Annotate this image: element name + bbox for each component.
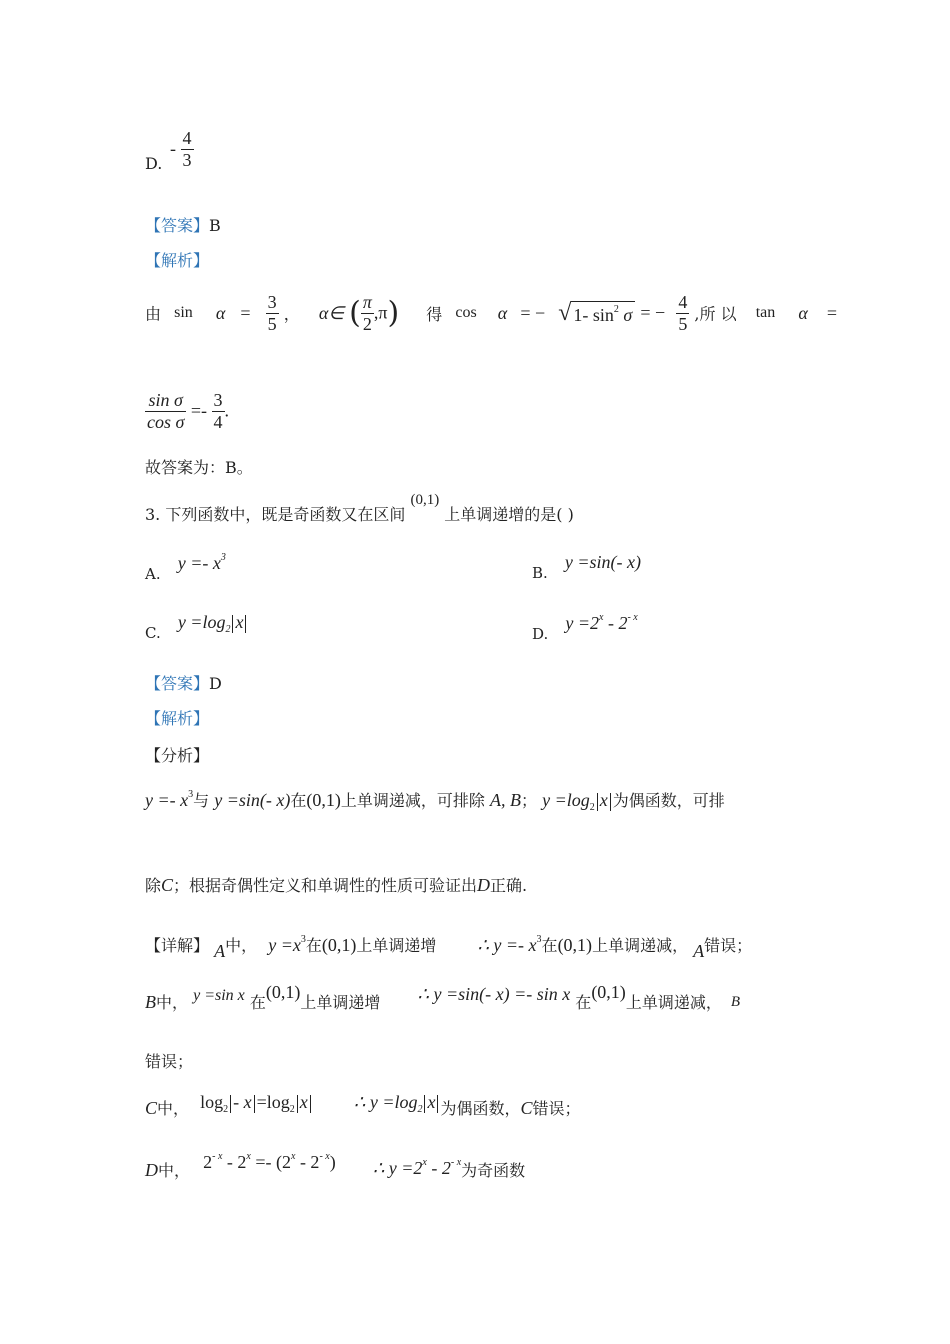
text: 中， xyxy=(225,936,258,955)
equals: = xyxy=(826,302,838,323)
arg: - x xyxy=(233,1092,252,1112)
abs-bar xyxy=(437,1095,438,1113)
fraction-3-4 xyxy=(212,390,225,432)
comma: ， xyxy=(283,304,300,324)
q3-option-c xyxy=(145,612,248,645)
answer-value: B xyxy=(209,216,221,235)
exponent: - x xyxy=(319,1151,330,1162)
q3-option-a xyxy=(145,552,226,584)
fraction-3-5 xyxy=(266,292,279,334)
fraction-4-5 xyxy=(676,292,689,334)
q3-detail-b xyxy=(145,982,741,1013)
sqrt xyxy=(558,300,635,327)
option-d: D xyxy=(145,1160,158,1180)
base: 2 xyxy=(225,624,231,635)
option-formula xyxy=(178,553,226,573)
equals-minus: = − xyxy=(640,302,666,323)
pi: ,π xyxy=(373,302,388,323)
therefore-formula xyxy=(373,1158,461,1178)
text: 与 xyxy=(193,791,210,810)
base: 2 xyxy=(203,1152,213,1172)
text: 为偶函数，可排 xyxy=(612,791,725,810)
q2-solution-line xyxy=(145,292,837,334)
abs-bar xyxy=(597,793,598,811)
abs-bar xyxy=(232,615,233,633)
text: 为奇函数 xyxy=(461,1161,526,1180)
q3-fenxi-tag: 【分析】 xyxy=(145,746,210,765)
option-label: B. xyxy=(532,564,548,582)
q2-conclusion: 故答案为：B。 xyxy=(145,458,253,477)
base: 2 xyxy=(289,1104,295,1115)
exponent: x xyxy=(246,1151,251,1162)
sigma: σ xyxy=(623,304,633,325)
q3-detail-a xyxy=(145,933,753,961)
q3-answer xyxy=(145,671,222,694)
option-c: C xyxy=(520,1098,533,1118)
base: 2 xyxy=(589,802,595,813)
numerator: 4 xyxy=(678,292,688,312)
equals: = xyxy=(240,302,251,323)
equals-minus: = − xyxy=(520,302,546,323)
option-d: D xyxy=(477,875,491,895)
answer-value: D xyxy=(209,674,222,693)
text: 上单调递增 xyxy=(300,993,381,1012)
text: 除 xyxy=(145,876,162,895)
exponent: x xyxy=(290,1151,296,1162)
option-label: C. xyxy=(145,624,161,642)
text: 在 xyxy=(249,993,266,1012)
abs-bar xyxy=(254,1095,255,1113)
minus: - 2 xyxy=(222,1152,247,1172)
paren: ) xyxy=(329,1152,336,1172)
formula: y =sin x xyxy=(193,987,245,1004)
x: x xyxy=(599,790,608,810)
text: 上单调递增 xyxy=(356,936,437,955)
option-formula xyxy=(177,612,249,635)
formula: y =log xyxy=(542,790,590,810)
text: 中， xyxy=(156,993,189,1012)
option-a: A xyxy=(214,941,226,961)
log: log xyxy=(200,1092,224,1112)
q3-option-b xyxy=(532,552,642,583)
denominator: 3 xyxy=(182,149,192,170)
text: 上单调递减，可排除 xyxy=(340,791,485,810)
option-b: B xyxy=(145,992,156,1012)
abs-bar xyxy=(230,1095,231,1113)
minus-sign: - xyxy=(170,138,176,159)
text: ,所 以 xyxy=(694,304,737,324)
option-a: A xyxy=(693,941,705,961)
numerator: 4 xyxy=(182,128,192,148)
odd-identity xyxy=(203,1152,336,1172)
q3-option-d xyxy=(532,612,638,644)
right-paren: ) xyxy=(387,295,400,331)
text: 错误； xyxy=(532,1099,581,1118)
minus: - 2 xyxy=(603,613,628,633)
numerator: sin σ xyxy=(145,390,186,412)
answer-tag: 【答案】 xyxy=(145,216,210,235)
base: y =2 xyxy=(565,613,599,633)
denominator: 2 xyxy=(362,313,372,334)
text: 中， xyxy=(157,1099,190,1118)
abs-bar xyxy=(297,1095,298,1113)
log: =log xyxy=(256,1092,290,1112)
options-ab: A, B xyxy=(489,790,521,810)
option-formula: y =sin(- x) xyxy=(564,552,642,572)
text: 在 xyxy=(575,993,592,1012)
exponent: 3 xyxy=(536,934,542,945)
option-c: C xyxy=(145,1098,158,1118)
text: 中， xyxy=(158,1161,191,1180)
q2-analysis-tag: 【解析】 xyxy=(145,251,210,270)
numerator: 3 xyxy=(267,292,277,312)
text: 在 xyxy=(305,936,322,955)
minus: - 2 xyxy=(295,1152,320,1172)
stem-text: 3. 下列函数中，既是奇函数又在区间 xyxy=(145,505,406,524)
period: . xyxy=(224,400,230,421)
equals: =- (2 xyxy=(250,1152,291,1172)
log-identity xyxy=(200,1092,313,1115)
formula: ∴ y =log xyxy=(353,1092,418,1112)
option-c: C xyxy=(161,875,174,895)
text: 上单调递减， xyxy=(625,993,722,1012)
stem-text: 上单调递增的是( ) xyxy=(444,505,574,524)
text: ；根据奇偶性定义和单调性的性质可验证出 xyxy=(173,876,478,895)
interval: (0,1) xyxy=(306,790,341,810)
arg: x xyxy=(299,1092,308,1112)
option-formula xyxy=(565,613,637,633)
denominator: 5 xyxy=(678,313,688,334)
log: y =log xyxy=(177,612,226,632)
tan-fn: tan xyxy=(755,304,776,322)
equals-minus: =- xyxy=(190,400,208,421)
numerator: 3 xyxy=(213,390,223,410)
text: 正确. xyxy=(490,876,528,895)
interval: (0,1) xyxy=(321,935,357,955)
option-b: B xyxy=(730,994,741,1010)
formula: y =- x xyxy=(145,790,189,810)
therefore-formula xyxy=(353,1092,441,1115)
exponent: 3 xyxy=(188,789,194,800)
text: 错误； xyxy=(704,936,753,955)
q3-detail-b-wrong: 错误； xyxy=(145,1052,194,1071)
text: 在 xyxy=(541,936,558,955)
alpha: α xyxy=(215,302,226,323)
radical-icon: √ xyxy=(558,299,572,326)
numerator: π xyxy=(362,292,372,312)
q3-analysis-tag: 【解析】 xyxy=(145,709,210,728)
formula: y =x xyxy=(268,935,301,955)
cos-fn: cos xyxy=(455,304,477,322)
text: ； xyxy=(520,791,537,810)
exponent: - x xyxy=(627,612,638,623)
exponent: 3 xyxy=(220,552,226,563)
minus: - 2 xyxy=(426,1158,451,1178)
q2-tan-result xyxy=(145,390,229,432)
interval: (0,1) xyxy=(410,492,440,508)
abs-bar xyxy=(610,793,611,811)
q3-analysis-line2 xyxy=(145,873,527,896)
base: 2 xyxy=(417,1104,423,1115)
interval: (0,1) xyxy=(265,982,301,1002)
exponent: 2 xyxy=(613,303,619,315)
formula: ∴ y =2 xyxy=(372,1158,423,1178)
arg: x xyxy=(427,1092,436,1112)
therefore-formula: ∴ y =sin(- x) =- sin x xyxy=(417,984,571,1004)
formula: y =- x xyxy=(177,553,221,573)
exponent: x xyxy=(599,612,604,623)
q3-detail-c xyxy=(145,1090,581,1118)
exponent: - x xyxy=(212,1151,223,1162)
interval: (0,1) xyxy=(591,982,626,1002)
option-label: A. xyxy=(145,565,161,583)
q3-detail-d xyxy=(145,1150,526,1180)
abs-bar xyxy=(424,1095,425,1113)
radicand: 1- sin xyxy=(573,304,614,325)
exponent: x xyxy=(422,1157,427,1168)
denominator: 5 xyxy=(267,313,277,334)
option-label: D. xyxy=(532,625,549,643)
answer-tag: 【答案】 xyxy=(145,674,210,693)
denominator: cos σ xyxy=(147,411,185,432)
alpha: α xyxy=(798,302,808,323)
exponent: - x xyxy=(450,1157,462,1168)
text: 由 xyxy=(145,304,162,324)
exponent: 3 xyxy=(300,934,306,945)
denominator: 4 xyxy=(213,411,223,432)
fraction-sin-cos xyxy=(145,390,186,432)
abs-bar xyxy=(245,615,246,633)
option-label: D. xyxy=(145,154,163,173)
sin-fn: sin xyxy=(174,304,193,322)
q3-stem xyxy=(145,492,574,525)
text: 为偶函数， xyxy=(440,1099,521,1118)
detail-tag: 【详解】 xyxy=(145,936,210,955)
therefore-formula: ∴ y =- x xyxy=(477,935,537,955)
text: 上单调递减， xyxy=(592,936,689,955)
abs-bar xyxy=(310,1095,311,1113)
formula: y =sin(- x) xyxy=(214,790,291,810)
q2-answer xyxy=(145,213,221,236)
x: x xyxy=(235,612,244,632)
base: 2 xyxy=(223,1104,229,1115)
fraction xyxy=(181,128,194,170)
text: 得 xyxy=(426,304,443,324)
interval: (0,1) xyxy=(557,935,593,955)
alpha-in: α∈ xyxy=(318,302,345,323)
alpha: α xyxy=(497,302,508,323)
q2-option-d xyxy=(145,154,162,173)
fraction-pi-2 xyxy=(361,292,374,334)
q3-analysis-line1 xyxy=(145,788,725,813)
text: 在 xyxy=(290,791,307,810)
q2-option-d-value xyxy=(170,128,194,170)
left-paren: ( xyxy=(349,295,361,331)
